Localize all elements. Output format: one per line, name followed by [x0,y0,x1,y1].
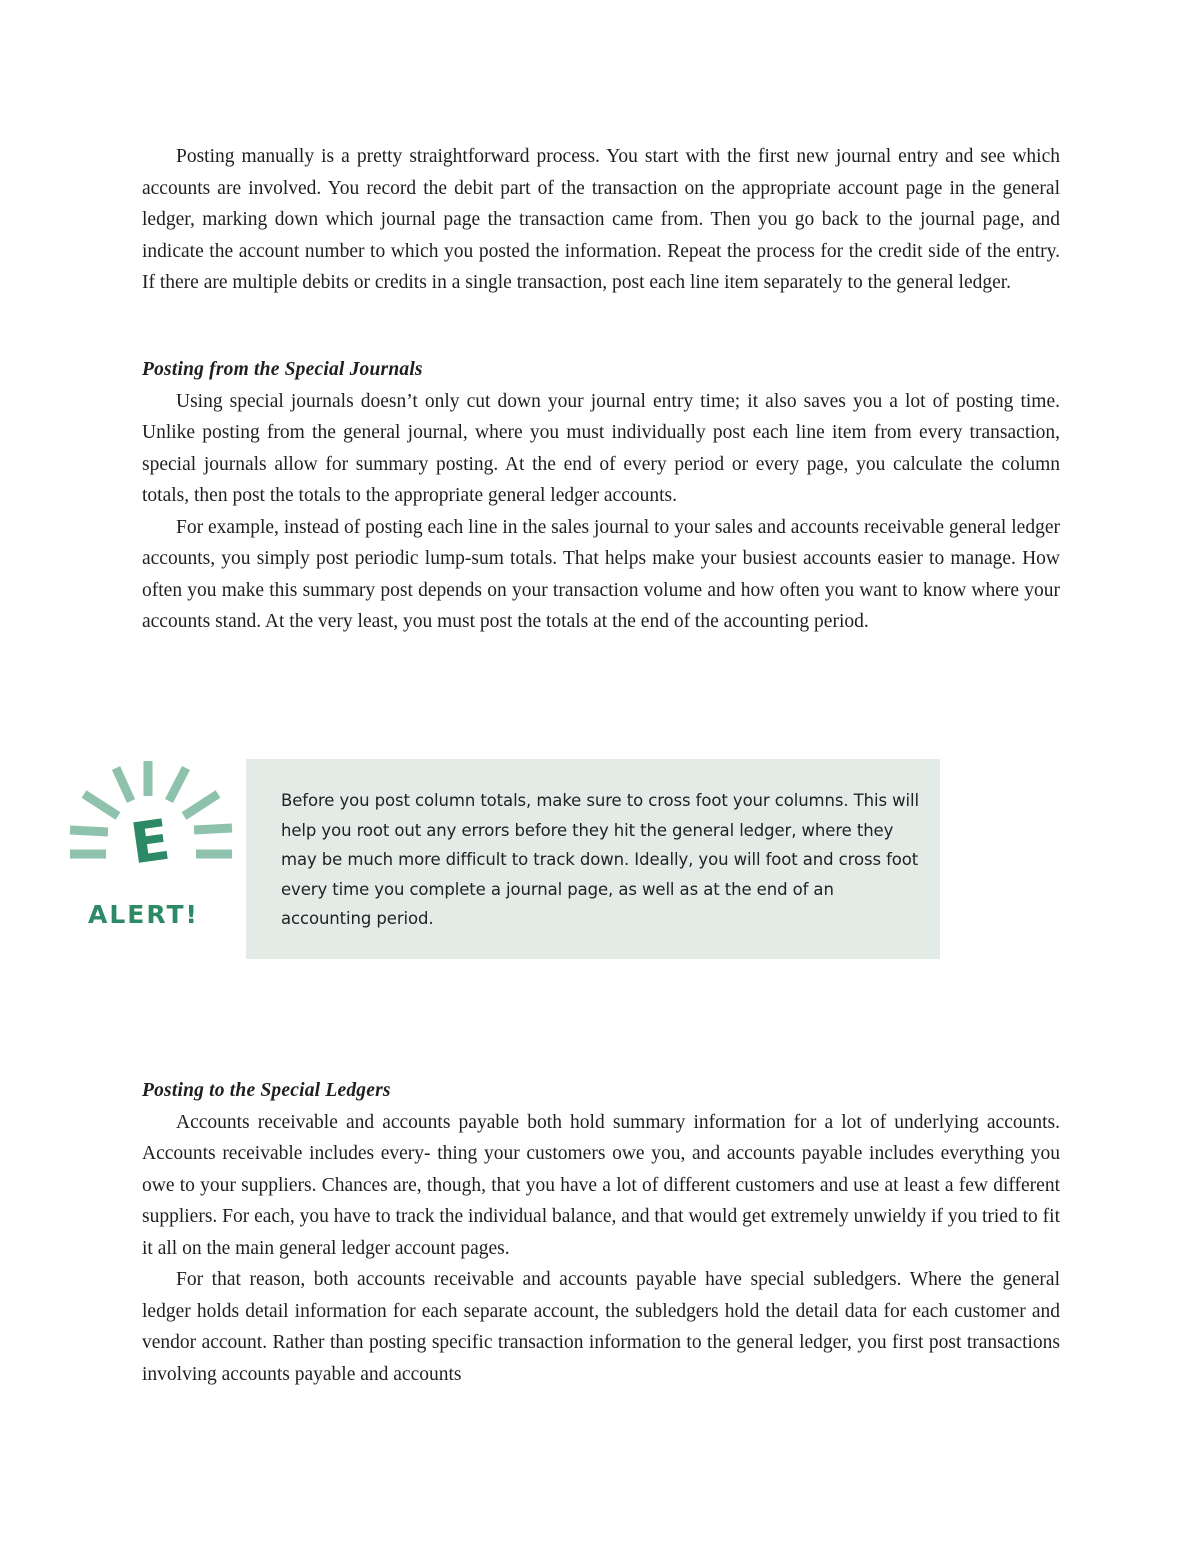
paragraph: For example, instead of posting each line in the sales journal to your sales and accounts receivable general ledger accounts, you simply post periodic lump-sum totals. That helps make your busiest accounts easier to manage. How often you make this summary post depends on your transaction volume and how often you want to know where your accounts stand. At the very least, you must post the totals at the end of the accounting period. [142,516,1060,632]
paragraph: Using special journals doesn’t only cut down your journal entry time; it also saves you a lot of posting time. Unlike posting from the general journal, where you must individually post each line item from every transaction, special journals allow for summary posting. At the end of every period or every page, you calculate the column totals, then post the totals to the appropriate general ledger accounts. [142,390,1060,506]
alert-text: Before you post column totals, make sure to cross foot your columns. This will help you root out any errors before they hit the general ledger, where they may be much more difficult to track down. Ideally, you will foot and cross foot every time you complete a journal page, as well as at the end of an accounting period. [281,791,919,929]
ray-line [116,768,131,801]
section-special-journals [142,354,1060,638]
paragraph: Posting manually is a pretty straightforward process. You start with the first new journal entry and see which accounts are involved. You record the debit part of the transaction on the appropriate account page in the general ledger, marking down which journal page the transaction came from. Then you go back to the journal page, and indicate the account number to which you posted the information. Repeat the process for the credit side of the entry. If there are multiple debits or credits in a single transaction, post each line item separately to the general ledger. [142,146,1060,293]
section-manual-posting [142,141,1060,299]
ray-line [84,794,118,816]
paragraph: For that reason, both accounts receivable and accounts payable have special subledgers. Where the general ledger holds detail information for each separate account, the subledgers hold the detail data for each customer and vendor account. Rather than posting specific transaction information to the general ledger, you first post transactions involving accounts payable and accounts [142,1269,1060,1385]
ray-line [184,794,218,816]
section-heading: Posting to the Special Ledgers [142,1080,391,1101]
paragraph: Accounts receivable and accounts payable both hold summary information for a lot of underlying accounts. Accounts receivable includes every- thing your customers owe you, and accounts payable includes everything you owe to your suppliers. Chances are, though, that you have a lot of different customers and use at least a few different suppliers. For each, you have to track the individual balance, and that would get extremely unwieldy if you tried to fit it all on the main general ledger account pages. [142,1111,1060,1259]
alert-letter: E [126,807,174,878]
ray-line [70,830,108,832]
alert-callout-box [246,759,940,959]
section-heading: Posting from the Special Journals [142,359,423,380]
ray-line [194,828,232,830]
section-special-ledgers [142,1075,1060,1390]
alert-label: ALERT! [88,900,199,929]
ray-line [169,768,186,801]
